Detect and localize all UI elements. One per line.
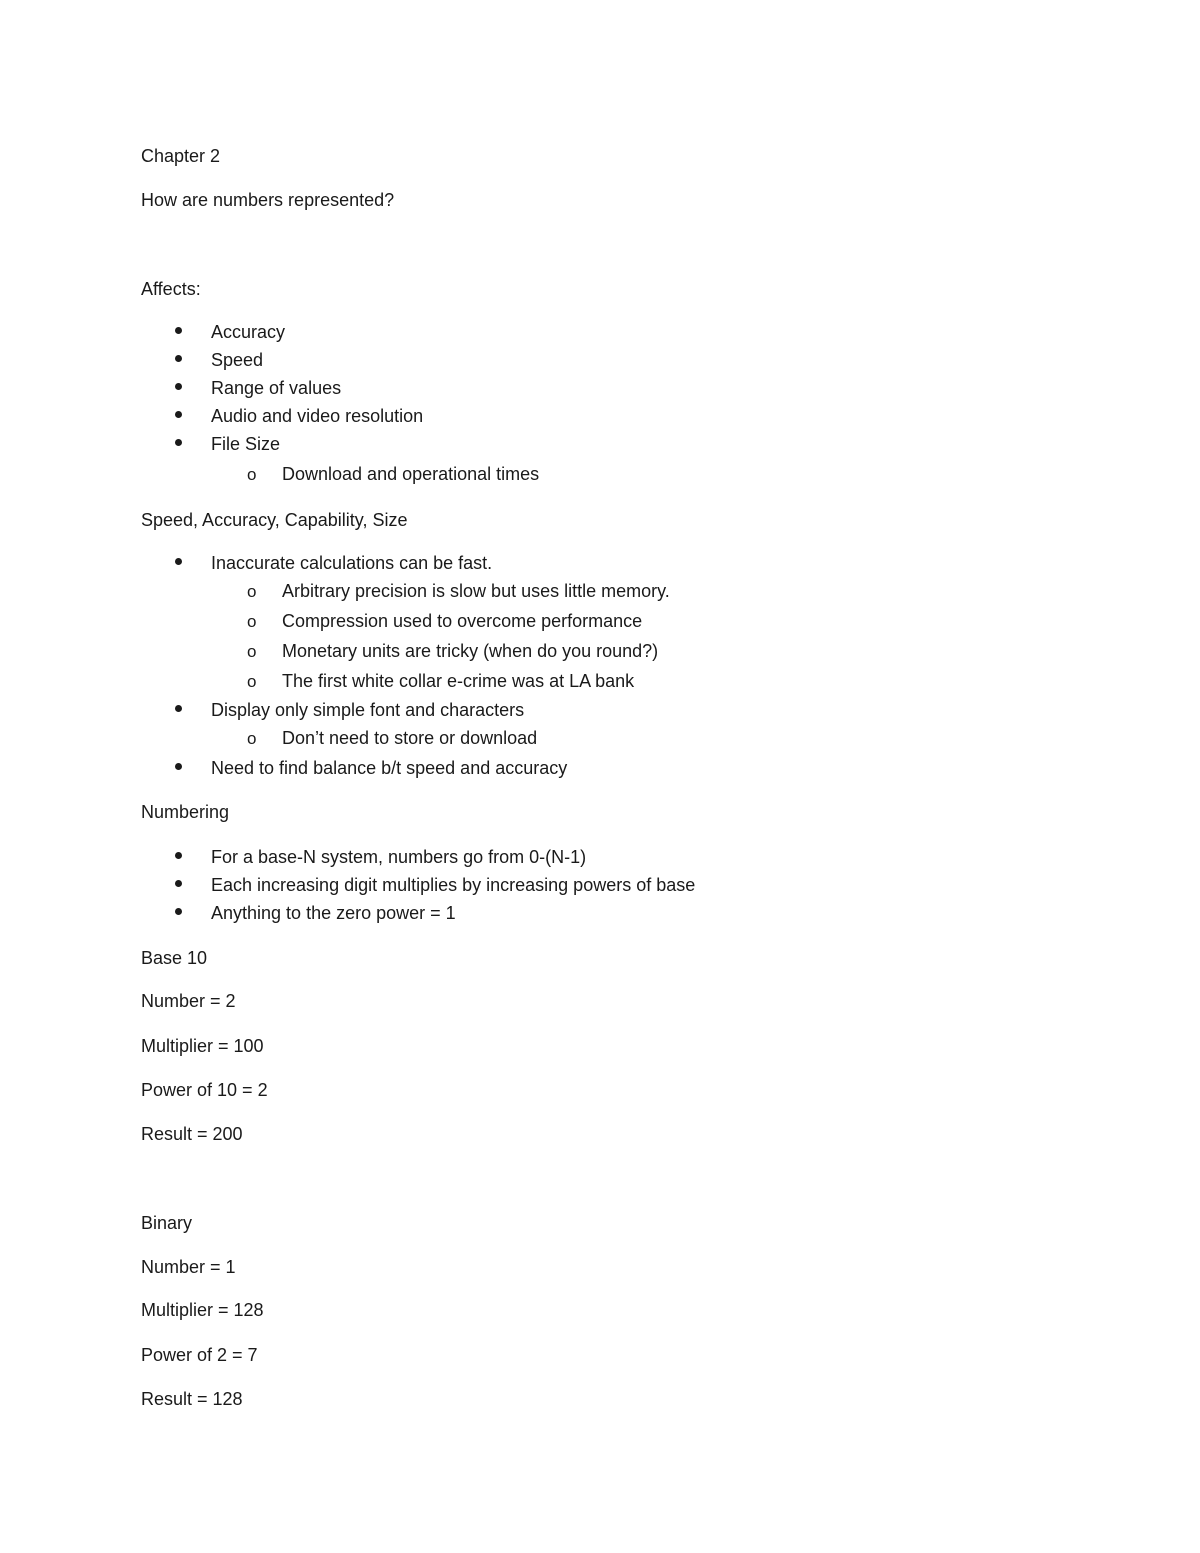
tradeoffs-subitem: Don’t need to store or download [282, 728, 538, 748]
tradeoffs-subitem: Compression used to overcome performance [282, 611, 643, 631]
numbering-item: For a base-N system, numbers go from 0-(N-1) [211, 847, 587, 867]
affects-item: Audio and video resolution [211, 406, 424, 426]
numbering-item: Anything to the zero power = 1 [211, 903, 456, 923]
base10-power: Power of 10 = 2 [141, 1080, 268, 1100]
base10-number: Number = 2 [141, 991, 236, 1011]
intro-question: How are numbers represented? [141, 190, 395, 210]
binary-number: Number = 1 [141, 1257, 236, 1277]
circle-bullet-icon: o [247, 729, 257, 748]
affects-item: Accuracy [211, 322, 286, 342]
numbering-item: Each increasing digit multiplies by increasing powers of base [211, 875, 696, 895]
affects-item: Speed [211, 350, 264, 370]
circle-bullet-icon: o [247, 582, 257, 601]
base10-heading: Base 10 [141, 948, 208, 968]
affects-heading: Affects: [141, 279, 201, 299]
chapter-title: Chapter 2 [141, 146, 221, 166]
circle-bullet-icon: o [247, 465, 257, 484]
binary-power: Power of 2 = 7 [141, 1345, 258, 1365]
tradeoffs-subitem: Arbitrary precision is slow but uses little memory. [282, 581, 670, 601]
binary-heading: Binary [141, 1213, 193, 1233]
bullet-icon [175, 705, 182, 712]
bullet-icon [175, 327, 182, 334]
tradeoffs-heading: Speed, Accuracy, Capability, Size [141, 510, 408, 530]
circle-bullet-icon: o [247, 612, 257, 631]
base10-result: Result = 200 [141, 1124, 243, 1144]
bullet-icon [175, 411, 182, 418]
tradeoffs-subitem: The first white collar e-crime was at LA bank [282, 671, 635, 691]
numbering-heading: Numbering [141, 802, 230, 822]
bullet-icon [175, 763, 182, 770]
binary-multiplier: Multiplier = 128 [141, 1300, 264, 1320]
bullet-icon [175, 383, 182, 390]
base10-multiplier: Multiplier = 100 [141, 1036, 264, 1056]
binary-result: Result = 128 [141, 1389, 243, 1409]
bullet-icon [175, 558, 182, 565]
tradeoffs-item: Display only simple font and characters [211, 700, 525, 720]
bullet-icon [175, 852, 182, 859]
bullet-icon [175, 439, 182, 446]
affects-item: Range of values [211, 378, 342, 398]
bullet-icon [175, 908, 182, 915]
circle-bullet-icon: o [247, 642, 257, 661]
tradeoffs-subitem: Monetary units are tricky (when do you round?) [282, 641, 659, 661]
bullet-icon [175, 880, 182, 887]
circle-bullet-icon: o [247, 672, 257, 691]
affects-subitem: Download and operational times [282, 464, 540, 484]
tradeoffs-item: Inaccurate calculations can be fast. [211, 553, 493, 573]
tradeoffs-item: Need to find balance b/t speed and accuracy [211, 758, 568, 778]
bullet-icon [175, 355, 182, 362]
affects-item: File Size [211, 434, 281, 454]
